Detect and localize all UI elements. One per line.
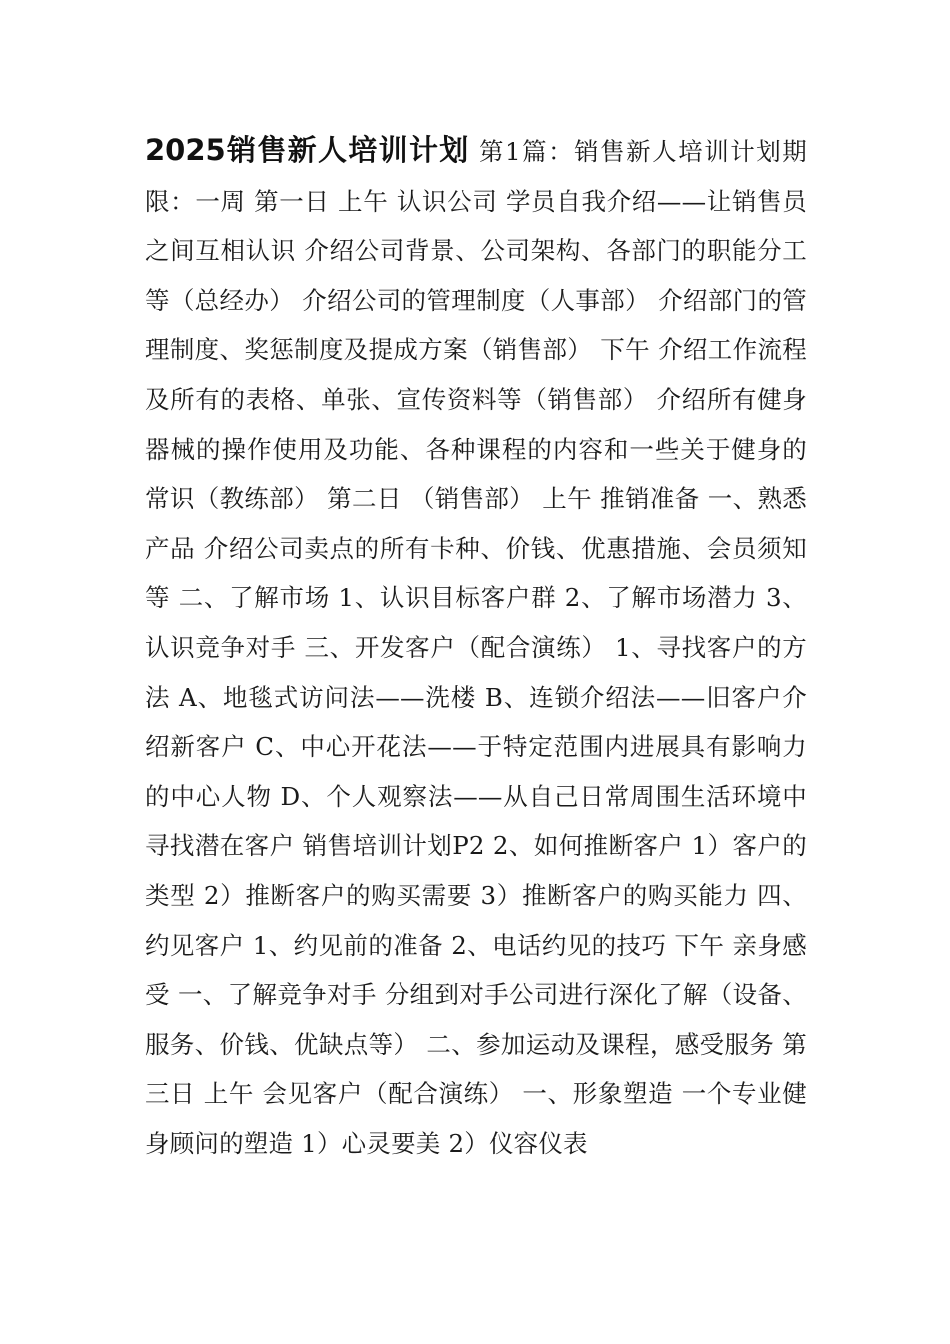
- document-page: [145, 126, 807, 1168]
- document-body: 第1篇：销售新人培训计划期限：一周 第一日 上午 认识公司 学员自我介绍——让销售员之间互相认识 介绍公司背景、公司架构、各部门的职能分工等（总经办） 介绍公司的管理制度（人事部） 介绍部门的管理制度、奖惩制度及提成方案（销售部） 下午 介绍工作流程及所有的表格、单张、宣传资料等（销售部） 介绍所有健身器械的操作使用及功能、各种课程的内容和一些关于健身的常识（教练部） 第二日 （销售部） 上午 推销准备 一、熟悉产品 介绍公司卖点的所有卡种、价钱、优惠措施、会员须知等 二、了解市场 1、认识目标客户群 2、了解市场潜力 3、认识竞争对手 三、开发客户（配合演练） 1、寻找客户的方法 A、地毯式访问法——洗楼 B、连锁介绍法——旧客户介绍新客户 C、中心开花法——于特定范围内进展具有影响力的中心人物 D、个人观察法——从自己日常周围生活环境中寻找潜在客户 销售培训计划P2 2、如何推断客户 1）客户的类型 2）推断客户的购买需要 3）推断客户的购买能力 四、约见客户 1、约见前的准备 2、电话约见的技巧 下午 亲身感受 一、了解竞争对手 分组到对手公司进行深化了解（设备、服务、价钱、优缺点等） 二、参加运动及课程，感受服务 第三日 上午 会见客户（配合演练） 一、形象塑造 一个专业健身顾问的塑造 1）心灵要美 2）仪容仪表: [145, 137, 807, 1158]
- document-title: 2025销售新人培训计划: [145, 133, 470, 167]
